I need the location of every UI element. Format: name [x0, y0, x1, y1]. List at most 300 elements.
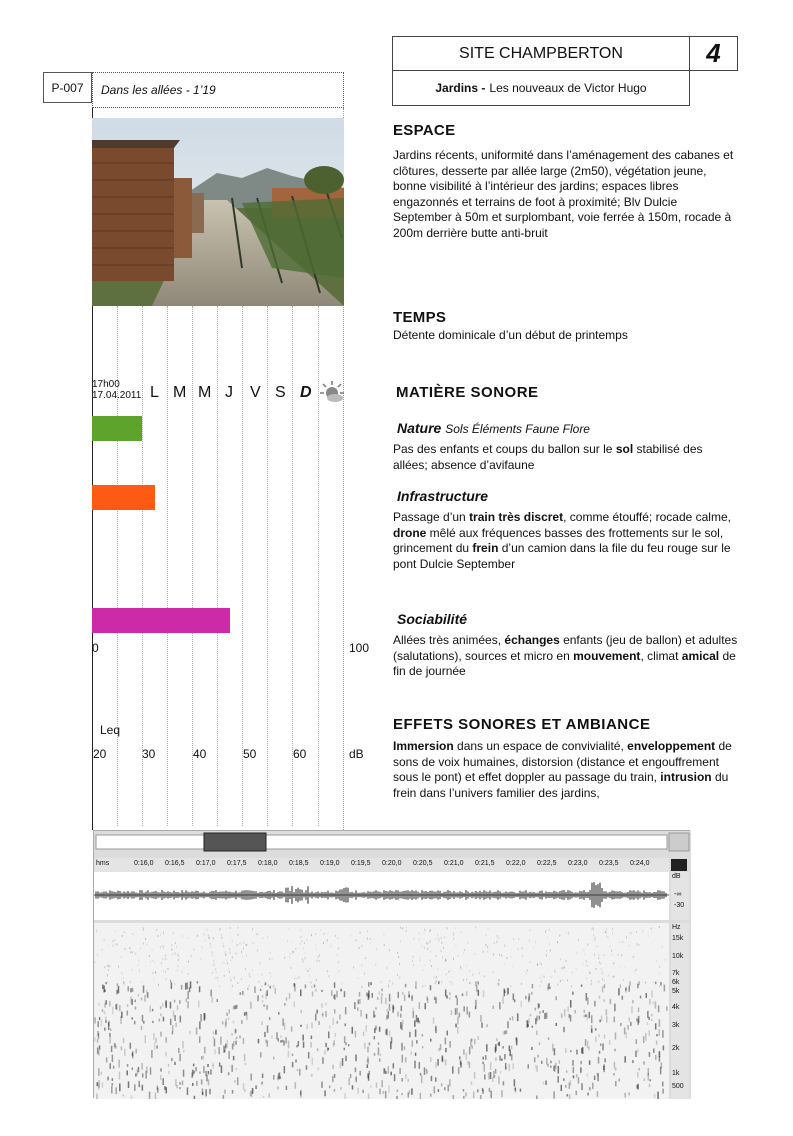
spectrogram-mark	[202, 1088, 204, 1094]
spectrogram-mark	[97, 1021, 99, 1027]
spectrogram-mark	[183, 1050, 185, 1053]
grid-line	[318, 306, 319, 826]
spectrogram-noise	[252, 969, 253, 971]
spectrogram-mark	[535, 1018, 537, 1024]
spectrogram-mark	[486, 1024, 488, 1027]
spectrogram-mark	[434, 1086, 436, 1093]
db-30: -30	[674, 902, 685, 909]
spectrogram-mark	[477, 1089, 479, 1092]
spectrogram-mark	[225, 1019, 227, 1026]
text-run: de fin de journée	[393, 648, 736, 678]
spectrogram-mark	[345, 1023, 347, 1026]
spectrogram-noise	[245, 968, 246, 970]
spectrogram-mark	[322, 1057, 324, 1063]
spectrogram-mark	[241, 1020, 243, 1024]
spectrogram-mark	[414, 1061, 416, 1069]
spectrogram-noise	[613, 962, 614, 964]
spectrogram-noise	[178, 955, 179, 957]
spectrogram-noise	[504, 963, 505, 965]
spectrogram-mark	[463, 1049, 465, 1055]
spectrogram-noise	[584, 953, 585, 955]
spectrogram-noise	[237, 982, 238, 984]
spectrogram-mark	[261, 1021, 263, 1024]
spectrogram-noise	[466, 965, 467, 967]
spectrogram-noise	[213, 960, 214, 962]
spectrogram-noise	[173, 932, 174, 934]
spectrogram-noise	[356, 939, 357, 941]
text-run: Pas des enfants et coups du ballon sur le	[393, 442, 616, 456]
spectrogram-noise	[544, 976, 545, 978]
spectrogram-noise	[261, 973, 262, 975]
spectrogram-noise	[521, 983, 522, 985]
spectrogram-noise	[370, 938, 371, 940]
spectrogram-noise	[219, 928, 220, 930]
spectrogram-mark	[469, 982, 471, 984]
spectrogram-noise	[323, 933, 324, 935]
spectrogram-mark	[581, 985, 583, 987]
spectrogram-mark	[591, 1015, 593, 1023]
spectrogram-mark	[199, 1071, 201, 1073]
spectrogram-mark	[367, 1059, 369, 1063]
spectrogram-mark	[317, 1048, 319, 1051]
spectrogram-mark	[418, 1018, 420, 1022]
spectrogram-mark	[128, 1081, 130, 1088]
spectrogram-noise	[300, 943, 301, 945]
spectrogram-mark	[647, 1011, 649, 1018]
spectrogram-mark	[325, 1043, 327, 1047]
spectrogram-mark	[637, 1019, 639, 1025]
spectrogram-noise	[303, 960, 304, 962]
subtitle-rest: Les nouveaux de Victor Hugo	[489, 81, 647, 95]
spectrogram-mark	[647, 1022, 649, 1025]
spectrogram-noise	[132, 969, 133, 971]
text-bold: mouvement	[573, 648, 641, 663]
spectrogram-mark	[98, 1068, 100, 1076]
spectrogram-noise	[370, 943, 371, 945]
spectrogram-noise	[448, 971, 449, 973]
spectrogram-noise	[389, 949, 390, 951]
spectrogram-noise	[485, 944, 486, 946]
spectrogram-noise	[310, 982, 311, 984]
spectrogram-noise	[438, 939, 439, 941]
spectrogram-mark	[435, 997, 437, 1003]
spectrogram-mark	[258, 1039, 260, 1043]
spectrogram-noise	[376, 948, 377, 950]
spectrogram-noise	[389, 980, 390, 982]
spectrogram-mark	[587, 1074, 589, 1077]
spectrogram-mark	[559, 1060, 561, 1064]
spectrogram-mark	[516, 1039, 518, 1043]
spectrogram-mark	[359, 1071, 361, 1076]
spectrogram-noise	[517, 948, 518, 950]
spectrogram-mark	[437, 1059, 439, 1066]
spectrogram-noise	[623, 979, 624, 981]
spectrogram-noise	[289, 928, 290, 930]
spectrogram-mark	[112, 1007, 114, 1014]
spectrogram-noise	[576, 952, 577, 954]
spectrogram-mark	[541, 1061, 543, 1064]
spectrogram-mark	[179, 1082, 181, 1085]
spectrogram-noise	[629, 945, 630, 947]
spectrogram-noise	[560, 934, 561, 936]
spectrogram-noise	[323, 942, 324, 944]
spectrogram-mark	[622, 996, 624, 1000]
spectrogram-noise	[564, 967, 565, 969]
spectrogram-noise	[124, 984, 125, 986]
spectrogram-mark	[411, 997, 413, 999]
spectrogram-mark	[477, 1036, 479, 1039]
spectrogram-mark	[534, 1057, 536, 1062]
spectrogram-mark	[368, 982, 370, 987]
spectrogram-noise	[301, 940, 302, 942]
spectrogram-mark	[445, 1059, 447, 1065]
spectrogram-noise	[399, 977, 400, 979]
spectrogram-noise	[242, 956, 243, 958]
spectrogram-mark	[118, 1060, 120, 1068]
spectrogram-mark	[547, 987, 549, 991]
spectrogram-noise	[232, 985, 233, 987]
spectrogram-mark	[507, 1021, 509, 1028]
spectrogram-mark	[525, 996, 527, 999]
spectrogram-mark	[321, 990, 323, 992]
spectrogram-noise	[554, 971, 555, 973]
spectrogram-noise	[453, 958, 454, 960]
spectrogram-noise	[161, 962, 162, 964]
spectrogram-mark	[375, 1007, 377, 1009]
spectrogram-mark	[447, 1085, 449, 1092]
spectrogram-mark	[195, 1067, 197, 1071]
spectrogram-mark	[385, 1091, 387, 1098]
spectrogram-noise	[217, 977, 218, 979]
spectrogram-noise	[475, 926, 476, 928]
spectrogram-mark	[228, 1017, 230, 1020]
spectrogram-noise	[608, 937, 609, 939]
spectrogram-noise	[612, 928, 613, 930]
spectrogram-noise	[656, 959, 657, 961]
spectrogram-mark	[344, 1036, 346, 1043]
spectrogram-mark	[379, 1027, 381, 1032]
spectrogram-mark	[587, 1093, 589, 1096]
spectrogram-mark	[469, 1047, 471, 1055]
spectrogram-mark	[399, 1068, 401, 1074]
spectrogram-mark	[117, 983, 119, 985]
spectrogram-mark	[368, 1094, 370, 1099]
spectrogram-mark	[209, 1089, 211, 1095]
spectrogram-noise	[424, 931, 425, 933]
spectrogram-mark	[198, 1001, 200, 1008]
spectrogram-mark	[348, 1044, 350, 1046]
spectrogram-noise	[453, 934, 454, 936]
spectrogram-mark	[529, 993, 531, 1000]
spectrogram-noise	[522, 955, 523, 957]
spectrogram-mark	[446, 995, 448, 998]
spectrogram-noise	[479, 972, 480, 974]
spectrogram-mark	[511, 1054, 513, 1060]
db-tick: 40	[193, 747, 207, 761]
spectrogram-mark	[182, 1041, 184, 1049]
spectrogram-noise	[166, 978, 167, 980]
spectrogram-mark	[550, 1061, 552, 1064]
spectrogram-mark	[243, 1038, 245, 1044]
spectrogram-mark	[318, 1021, 320, 1025]
spectrogram-noise	[327, 970, 328, 972]
spectrogram-noise	[257, 950, 258, 952]
spectrogram-noise	[188, 961, 189, 963]
sun-weather-icon	[320, 380, 344, 409]
spectrogram-mark	[355, 1031, 357, 1038]
spectrogram-mark	[663, 1045, 665, 1050]
spectrogram-noise	[353, 966, 354, 968]
spectrogram-mark	[401, 1024, 403, 1030]
spectrogram-mark	[379, 991, 381, 994]
spectrogram-mark	[644, 1078, 646, 1081]
spectrogram-mark	[134, 1021, 136, 1025]
spectrogram-noise	[319, 960, 320, 962]
spectrogram-mark	[503, 1081, 505, 1085]
spectrogram-mark	[649, 1052, 651, 1057]
spectrogram-noise	[533, 946, 534, 948]
spectrogram-mark	[273, 1057, 275, 1060]
spectrogram-mark	[583, 1015, 585, 1018]
spectrogram-noise	[170, 981, 171, 983]
text-bold: intrusion	[660, 770, 712, 784]
spectrogram-noise	[591, 983, 592, 985]
spectrogram-mark	[528, 1018, 530, 1023]
spectrogram-mark	[456, 1008, 458, 1015]
spectrogram-mark	[415, 1053, 417, 1056]
spectrogram-mark	[546, 1058, 548, 1065]
spectrogram-mark	[661, 1062, 663, 1068]
spectrogram-mark	[565, 1048, 567, 1053]
spectrogram-mark	[558, 1066, 560, 1074]
spectrogram-noise	[597, 946, 598, 948]
spectrogram-noise	[124, 931, 125, 933]
site-subtitle	[392, 71, 690, 106]
time-tick: 0:19,5	[351, 860, 371, 867]
spectrogram-mark	[203, 1056, 205, 1060]
db-tick: 30	[142, 747, 156, 761]
spectrogram-mark	[573, 1067, 575, 1073]
spectrogram-noise	[587, 965, 588, 967]
spectrogram-mark	[152, 1009, 154, 1011]
spectrogram-noise	[104, 939, 105, 941]
spectrogram-mark	[355, 1055, 357, 1062]
spectrogram-noise	[292, 940, 293, 942]
spectrogram-noise	[499, 954, 500, 956]
day-label: M	[198, 384, 212, 401]
spectrogram-mark	[480, 1095, 482, 1099]
spectrogram-noise	[109, 965, 110, 967]
spectrogram-mark	[662, 1030, 664, 1038]
spectrogram-mark	[228, 1051, 230, 1059]
spectrogram-mark	[570, 1000, 572, 1008]
spectrogram-mark	[244, 1089, 246, 1092]
spectrogram-noise	[593, 928, 594, 930]
spectrogram-mark	[232, 1044, 234, 1050]
spectrogram-mark	[233, 1056, 235, 1060]
spectrogram-mark	[539, 1042, 541, 1045]
spectrogram-noise	[140, 947, 141, 949]
spectrogram-noise	[241, 943, 242, 945]
spectrogram-mark	[515, 1087, 517, 1093]
spectrogram-noise	[456, 945, 457, 947]
spectrogram-mark	[174, 1062, 176, 1065]
spectrogram-mark	[295, 1059, 297, 1062]
spectrogram-mark	[573, 1075, 575, 1078]
bar-nature	[92, 416, 142, 441]
spectrogram-mark	[648, 1068, 650, 1076]
spectrogram-mark	[130, 988, 132, 992]
spectrogram-mark	[97, 1082, 99, 1086]
spectrogram-mark	[566, 1070, 568, 1072]
spectrogram-mark	[114, 1043, 116, 1047]
spectrogram-noise	[572, 971, 573, 973]
spectrogram-mark	[604, 984, 606, 988]
time-tick: 0:18,0	[258, 860, 278, 867]
spectrogram-noise	[310, 968, 311, 970]
spectrogram-noise	[316, 979, 317, 981]
spectrogram-mark	[476, 985, 478, 991]
spectrogram-mark	[385, 1030, 387, 1035]
spectrogram-mark	[325, 1003, 327, 1006]
spectrogram-mark	[373, 1011, 375, 1018]
spectrogram-noise	[239, 943, 240, 945]
time-tick: 0:18,5	[289, 860, 309, 867]
spectrogram-noise	[540, 962, 541, 964]
spectrogram-noise	[546, 950, 547, 952]
spectrogram-mark	[334, 1089, 336, 1092]
spectrogram-noise	[541, 963, 542, 965]
spectrogram-noise	[252, 928, 253, 930]
spectrogram-noise	[221, 937, 222, 939]
spectrogram-mark	[149, 1092, 151, 1099]
spectrogram-mark	[132, 1053, 134, 1057]
spectrogram-mark	[586, 993, 588, 1001]
spectrogram-mark	[354, 1002, 356, 1009]
spectrogram-mark	[284, 1023, 286, 1030]
spectrogram-mark	[300, 1010, 302, 1013]
spectrogram-mark	[363, 1032, 365, 1036]
spectrogram-noise	[258, 981, 259, 983]
spectrogram-noise	[230, 960, 231, 962]
spectrogram-noise	[530, 929, 531, 931]
spectrogram-noise	[223, 945, 224, 947]
spectrogram-mark	[475, 1000, 477, 1007]
spectrogram-mark	[488, 1072, 490, 1079]
freq-tick: 3k	[672, 1022, 680, 1029]
spectrogram-mark	[419, 1002, 421, 1009]
spectrogram-noise	[397, 974, 398, 976]
spectrogram-noise	[415, 986, 416, 988]
spectrogram-mark	[261, 1081, 263, 1084]
spectrogram-mark	[449, 1041, 451, 1048]
spectrogram-noise	[364, 972, 365, 974]
spectrogram-mark	[352, 1085, 354, 1089]
spectrogram-mark	[587, 997, 589, 1004]
spectrogram-mark	[291, 1026, 293, 1031]
spectrogram-noise	[662, 946, 663, 948]
spectrogram-noise	[510, 956, 511, 958]
spectrogram-mark	[374, 1036, 376, 1039]
spectrogram-noise	[392, 982, 393, 984]
spectrogram-mark	[400, 1014, 402, 1018]
spectrogram-noise	[550, 949, 551, 951]
spectrogram-noise	[633, 956, 634, 958]
spectrogram-noise	[606, 928, 607, 930]
spectrogram-mark	[299, 1069, 301, 1076]
spectrogram-mark	[636, 1018, 638, 1022]
spectrogram-mark	[462, 993, 464, 996]
spectrogram-mark	[656, 1041, 658, 1045]
spectrogram-mark	[388, 1066, 390, 1073]
spectrogram-mark	[394, 1074, 396, 1081]
spectrogram-noise	[264, 984, 265, 986]
spectrogram-mark	[653, 1049, 655, 1053]
spectrogram-mark	[546, 1013, 548, 1019]
spectrogram-mark	[300, 1090, 302, 1098]
spectrogram-mark	[175, 1079, 177, 1086]
spectrogram-noise	[158, 984, 159, 986]
site-title	[392, 36, 690, 71]
spectrogram-mark	[509, 1064, 511, 1071]
spectrogram-mark	[379, 1089, 381, 1095]
spectrogram-noise	[360, 932, 361, 934]
spectrogram-mark	[411, 1088, 413, 1094]
spectrogram-mark	[210, 1069, 212, 1074]
spectrogram-noise	[269, 958, 270, 960]
spectrogram-noise	[598, 957, 599, 959]
spectrogram-mark	[580, 1067, 582, 1072]
spectrogram-mark	[228, 1009, 230, 1013]
spectrogram-mark	[599, 996, 601, 999]
text-run: dans un espace de convivialité,	[453, 739, 628, 753]
text-bold: Immersion	[393, 739, 454, 753]
spectrogram-mark	[520, 1001, 522, 1007]
spectrogram-mark	[594, 1001, 596, 1007]
spectrogram-mark	[172, 1032, 174, 1035]
spectrogram-noise	[501, 954, 502, 956]
spectrogram-mark	[592, 1083, 594, 1089]
spectrogram-mark	[294, 984, 296, 992]
spectrogram-mark	[659, 1019, 661, 1027]
spectrogram-mark	[563, 1078, 565, 1080]
spectrogram-mark	[430, 1039, 432, 1042]
spectrogram-mark	[492, 1077, 494, 1082]
spectrogram-mark	[539, 1016, 541, 1020]
spectrogram-noise	[316, 949, 317, 951]
spectrogram-mark	[199, 1021, 201, 1029]
temps-heading: TEMPS	[393, 309, 447, 326]
spectrogram-mark	[360, 1010, 362, 1017]
spectrogram-mark	[587, 1041, 589, 1049]
spectrogram-noise	[223, 942, 224, 944]
spectrogram-mark	[138, 1067, 140, 1072]
spectrogram-noise	[229, 948, 230, 950]
spectrogram-noise	[163, 947, 164, 949]
spectrogram-noise	[272, 958, 273, 960]
spectrogram-noise	[193, 948, 194, 950]
spectrogram-noise	[151, 949, 152, 951]
spectrogram-mark	[348, 1078, 350, 1085]
spectrogram-mark	[501, 1090, 503, 1097]
spectrogram-noise	[107, 974, 108, 976]
spectrogram-mark	[112, 1083, 114, 1086]
spectrogram-mark	[484, 1064, 486, 1071]
spectrogram-noise	[107, 981, 108, 983]
spectrogram-noise	[450, 981, 451, 983]
spectrogram-mark	[420, 1073, 422, 1076]
spectrogram-mark	[520, 1089, 522, 1092]
